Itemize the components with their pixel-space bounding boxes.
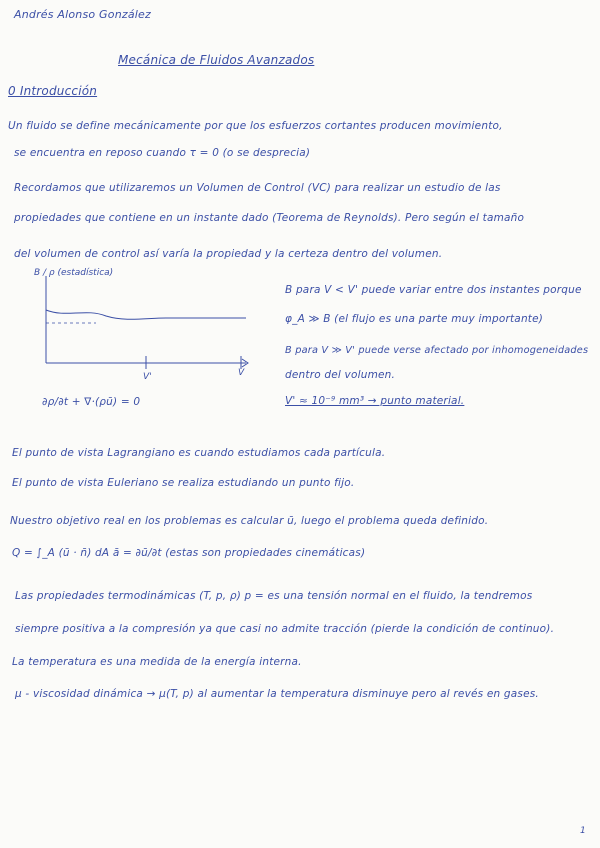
diagram-y-label: B / ρ (estadística) <box>34 268 114 278</box>
body-line: La temperatura es una medida de la energía interna. <box>12 656 302 668</box>
note-line: φ_A ≫ B (el flujo es una parte muy importante) <box>285 313 544 325</box>
diagram-x-label-v: V <box>238 368 245 378</box>
note-line: dentro del volumen. <box>285 369 396 381</box>
body-line: El punto de vista Lagrangiano es cuando estudiamos cada partícula. <box>12 447 386 459</box>
volume-sketch-diagram <box>36 268 276 378</box>
author-name: Andrés Alonso González <box>14 8 151 21</box>
paragraph-line: propiedades que contiene en un instante dado (Teorema de Reynolds). Pero según el tamaño <box>14 212 525 224</box>
note-line: B para V ≫ V' puede verse afectado por inhomogeneidades <box>285 345 589 356</box>
section-heading: 0 Introducción <box>8 84 98 98</box>
body-line: Las propiedades termodinámicas (T, p, ρ) p = es una tensión normal en el fluido, la tendremos <box>15 590 533 602</box>
note-line: B para V < V' puede variar entre dos instantes porque <box>285 284 582 296</box>
page-number: 1 <box>580 826 586 836</box>
continuity-equation: ∂ρ/∂t + ∇·(ρū) = 0 <box>42 396 141 408</box>
body-line: El punto de vista Euleriano se realiza estudiando un punto fijo. <box>12 477 355 489</box>
body-line: μ - viscosidad dinámica → μ(T, p) al aumentar la temperatura disminuye pero al revés en gases. <box>15 688 539 700</box>
body-line: Nuestro objetivo real en los problemas es calcular ū, luego el problema queda definido. <box>10 515 489 527</box>
paragraph-line: Un fluido se define mecánicamente por que los esfuerzos cortantes producen movimiento, <box>8 120 503 132</box>
formula-line: Q = ∫_A (ū · n̄) dA ā = ∂ū/∂t (estas son propiedades cinemáticas) <box>12 547 366 559</box>
paragraph-line: del volumen de control así varía la propiedad y la certeza dentro del volumen. <box>14 248 443 260</box>
property-curve <box>46 310 246 319</box>
paragraph-line: Recordamos que utilizaremos un Volumen de Control (VC) para realizar un estudio de las <box>14 182 501 194</box>
diagram-x-label-vprime: V' <box>143 372 152 382</box>
paragraph-line: se encuentra en reposo cuando τ = 0 (o se desprecia) <box>14 147 311 159</box>
note-highlight: V' ≈ 10⁻⁹ mm³ → punto material. <box>285 395 465 407</box>
page-title: Mecánica de Fluidos Avanzados <box>118 53 315 67</box>
body-line: siempre positiva a la compresión ya que casi no admite tracción (pierde la condición de continuo). <box>15 623 555 635</box>
